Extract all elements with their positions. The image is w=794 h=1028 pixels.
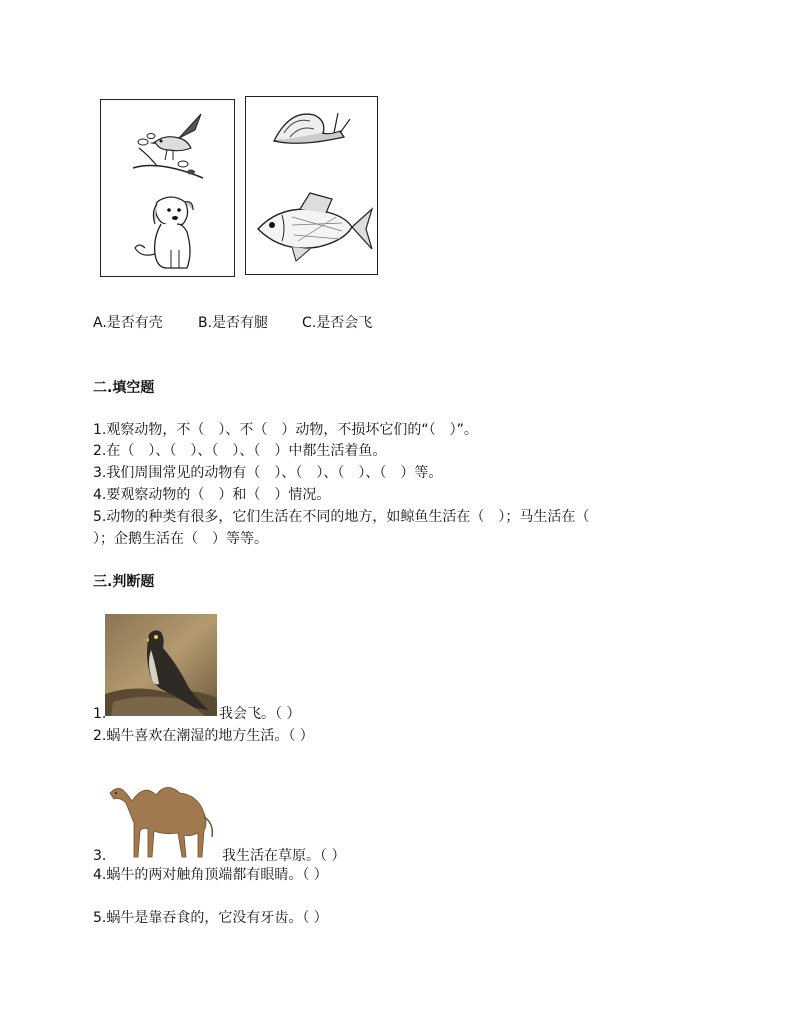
judge-item-5: 5.蜗牛是靠吞食的，它没有牙齿。（ ） [93,910,328,926]
dog-icon [131,192,203,272]
judge-item-3-number: 3. [93,848,107,864]
section-2-title: 二.填空题 [93,380,155,396]
judge-item-3-text: 我生活在草原。（ ） [222,848,346,864]
judge-item-1-text: 我会飞。（ ） [219,706,301,722]
option-b: B.是否有腿 [198,315,269,331]
picture-box-right [245,96,378,275]
falcon-photo [105,614,217,716]
picture-box-left [100,99,235,277]
fish-icon [252,191,374,263]
judge-item-1-number: 1. [93,706,107,722]
fill-item-3: 3.我们周围常见的动物有（ ）、（ ）、（ ）、（ ）等。 [93,465,443,481]
judge-item-2: 2.蜗牛喜欢在潮湿的地方生活。（ ） [93,728,314,744]
judge-item-4: 4.蜗牛的两对触角顶端都有眼睛。（ ） [93,867,328,883]
fill-item-1: 1.观察动物，不（ ）、不（ ）动物，不损坏它们的“（ ）”。 [93,422,478,438]
snail-icon [270,103,352,149]
bird-icon [129,108,207,186]
fill-item-5-line1: 5.动物的种类有很多，它们生活在不同的地方，如鲸鱼生活在（ ）；马生活在（ [93,509,590,525]
fill-item-5-line2: ）；企鹅生活在（ ）等等。 [93,531,268,547]
fill-item-2: 2.在（ ）、（ ）、（ ）、（ ）中都生活着鱼。 [93,443,387,459]
section-3-title: 三.判断题 [93,574,155,590]
camel-photo [104,773,224,859]
option-c: C.是否会飞 [302,315,373,331]
fill-item-4: 4.要观察动物的（ ）和（ ）情况。 [93,487,331,503]
option-a: A.是否有壳 [93,315,163,331]
